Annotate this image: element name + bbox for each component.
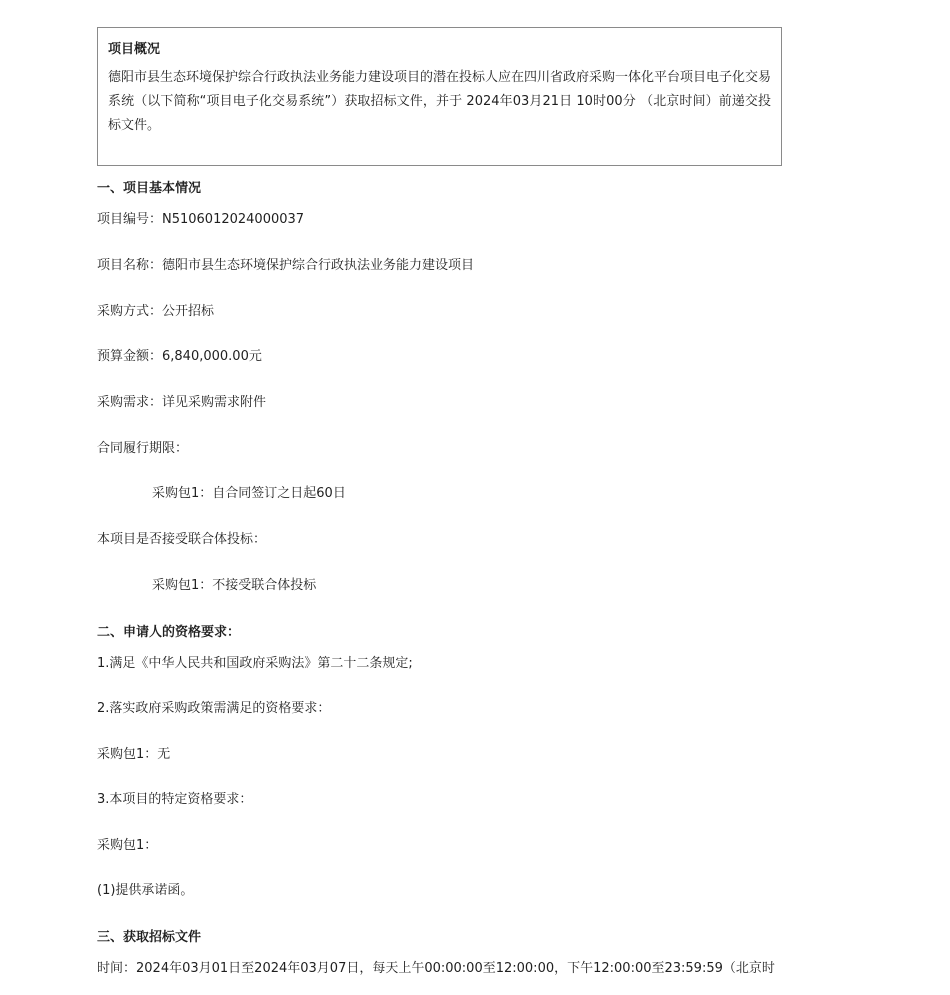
project-number: 项目编号：N5106012024000037 [97,212,305,227]
consortium-package1: 采购包1：不接受联合体投标 [152,578,317,593]
section1-heading: 一、项目基本情况 [97,181,202,196]
procurement-method: 采购方式：公开招标 [97,304,215,319]
contract-period-package1: 采购包1：自合同签订之日起60日 [152,486,346,501]
qualification-item3-package1: 采购包1： [97,838,158,853]
qualification-item2-package1: 采购包1：无 [97,747,171,762]
qualification-item2: 2.落实政府采购政策需满足的资格要求： [97,701,331,716]
consortium-label: 本项目是否接受联合体投标： [97,532,267,547]
procurement-demand: 采购需求：详见采购需求附件 [97,395,267,410]
section3-heading: 三、获取招标文件 [97,930,202,945]
qualification-item3: 3.本项目的特定资格要求： [97,792,253,807]
project-summary-box [97,27,782,166]
announcement-document [97,27,797,976]
section2-heading: 二、申请人的资格要求： [97,625,241,640]
qualification-item3-sub1: (1)提供承诺函。 [97,883,194,898]
qualification-item1: 1.满足《中华人民共和国政府采购法》第二十二条规定; [97,656,413,671]
summary-title: 项目概况 [108,42,161,57]
document-acquisition-time: 时间：2024年03月01日至2024年03月07日，每天上午00:00:00至12:00:00，下午12:00:00至23:59:59（北京时 [97,961,775,976]
contract-period-label: 合同履行期限： [97,441,189,456]
summary-text: 德阳市县生态环境保护综合行政执法业务能力建设项目的潜在投标人应在四川省政府采购一体化平台项目电子化交易系统（以下简称“项目电子化交易系统”）获取招标文件，并于 2024年03月21日 10时00分 （北京时间）前递交投标文件。 [108,70,772,133]
project-name: 项目名称：德阳市县生态环境保护综合行政执法业务能力建设项目 [97,258,475,273]
budget-amount: 预算金额：6,840,000.00元 [97,349,262,364]
